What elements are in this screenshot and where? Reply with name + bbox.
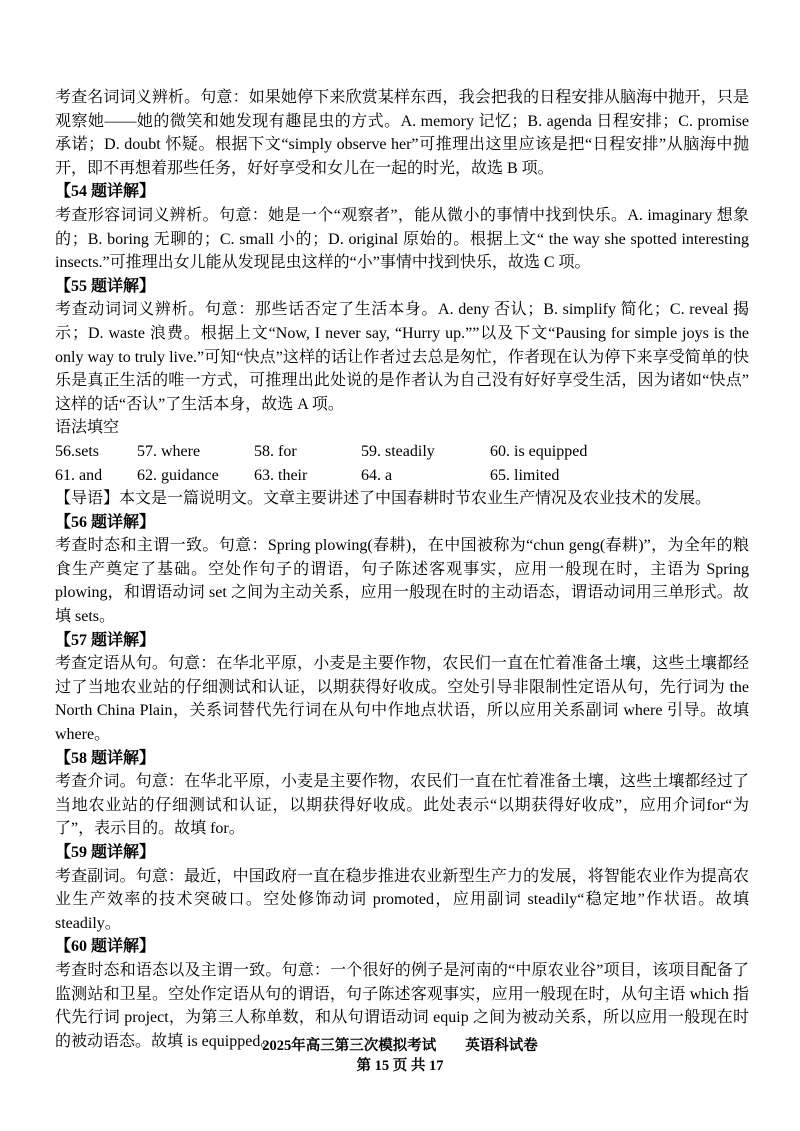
explanation-paragraph: 考查定语从句。句意：在华北平原，小麦是主要作物，农民们一直在忙着准备土壤，这些土壤都经过了当地农业站的仔细测试和认证，以期获得好收成。空处引导非限制性定语从句，先行词为 the North China Plain，关系词替代先行词在从句中作地点状语，所以应用关系副词 where 引导。故填 where。	[55, 655, 749, 744]
footer-exam-title: 2025年高三第三次模拟考试 英语科试卷	[262, 1038, 538, 1054]
answer-item: 56.sets	[55, 442, 99, 460]
section-title: 语法填空	[55, 419, 120, 437]
answer-item: 57. where	[137, 442, 201, 460]
answer-item: 63. their	[254, 466, 308, 484]
question-explanation-header: 【59 题详解】	[55, 844, 156, 861]
explanation-paragraph: 考查动词词义辨析。句意：那些话否定了生活本身。A. deny 否认；B. simplify 简化；C. reveal 揭示；D. waste 浪费。根据上文“Now, I never say, “Hurry up.””以及下文“Pausing for simple joys is the only way to truly live.”可知“快点”这样的话让作者过去总是匆忙，作者现在认为停下来享受简单的快乐是真正生活的唯一方式，可推理出此处说的是作者认为自己没有好好享受生活，因为诸如“快点”这样的话“否认”了生活本身，故选 A 项。	[55, 301, 749, 413]
answer-item: 60. is equipped	[490, 442, 588, 460]
explanation-paragraph: 考查形容词词义辨析。句意：她是一个“观察者”，能从微小的事情中找到快乐。A. imaginary 想象的；B. boring 无聊的；C. small 小的；D. original 原始的。根据上文“ the way she spotted interesting insects.”可推理出女儿能从发现昆虫这样的“小”事情中找到快乐，故选 C 项。	[55, 206, 749, 272]
question-explanation-header: 【54 题详解】	[55, 183, 156, 201]
explanation-paragraph: 考查介词。句意：在华北平原，小麦是主要作物，农民们一直在忙着准备土壤，这些土壤都经过了当地农业站的仔细测试和认证，以期获得好收成。此处表示“以期获得好收成”，应用介词for“为了”，表示目的。故填 for。	[55, 773, 749, 838]
answer-item: 58. for	[254, 442, 297, 460]
question-explanation-header: 【55 题详解】	[55, 277, 156, 295]
explanation-paragraph: 考查时态和语态以及主谓一致。句意：一个很好的例子是河南的“中原农业谷”项目，该项目配备了监测站和卫星。空处作定语从句的谓语，句子陈述客观事实，应用一般现在时，从句主语 which 指代先行词 project，为第三人称单数，和从句谓语动词 equip 之间为被动关系，所以应用一般现在时的被动语态。故填 is equipped。	[55, 961, 749, 1050]
question-explanation-header: 【57 题详解】	[55, 631, 156, 649]
question-explanation-header: 【58 题详解】	[55, 749, 156, 767]
answer-item: 61. and	[55, 466, 103, 484]
answer-item: 64. a	[361, 466, 393, 484]
answer-item: 65. limited	[490, 466, 560, 484]
explanation-paragraph: 【导语】本文是一篇说明文。文章主要讲述了中国春耕时节农业生产情况及农业技术的发展。	[55, 490, 712, 508]
explanation-paragraph: 考查时态和主谓一致。句意：Spring plowing(春耕)，在中国被称为“chun geng(春耕)”，为全年的粮食生产奠定了基础。空处作句子的谓语，句子陈述客观事实，应用一般现在时，主语为 Spring plowing，和谓语动词 set 之间为主动关系，应用一般现在时的主动语态，谓语动词用三单形式。故填 sets。	[55, 537, 749, 626]
explanation-paragraph: 考查副词。句意：最近，中国政府一直在稳步推进农业新型生产力的发展，将智能农业作为提高农业生产效率的技术突破口。空处修饰动词 promoted，应用副词 steadily“稳定地”作状语。故填 steadily。	[55, 867, 749, 932]
footer-page-number: 第 15 页 共 17	[356, 1058, 444, 1074]
question-explanation-header: 【56 题详解】	[55, 513, 156, 531]
answer-row	[55, 464, 749, 488]
answer-row	[55, 440, 749, 464]
document-content	[55, 86, 749, 1053]
answer-item: 59. steadily	[361, 442, 435, 460]
explanation-paragraph: 考查名词词义辨析。句意：如果她停下来欣赏某样东西，我会把我的日程安排从脑海中抛开，只是观察她——她的微笑和她发现有趣昆虫的方式。A. memory 记忆；B. agenda 日程安排；C. promise 承诺；D. doubt 怀疑。根据下文“simply observe her”可推理出这里应该是把“日程安排”从脑海中抛开，即不再想着那些任务，好好享受和女儿在一起的时光，故选 B 项。	[55, 89, 749, 177]
answer-item: 62. guidance	[137, 466, 219, 484]
question-explanation-header: 【60 题详解】	[55, 938, 156, 956]
page-footer	[0, 1036, 800, 1076]
